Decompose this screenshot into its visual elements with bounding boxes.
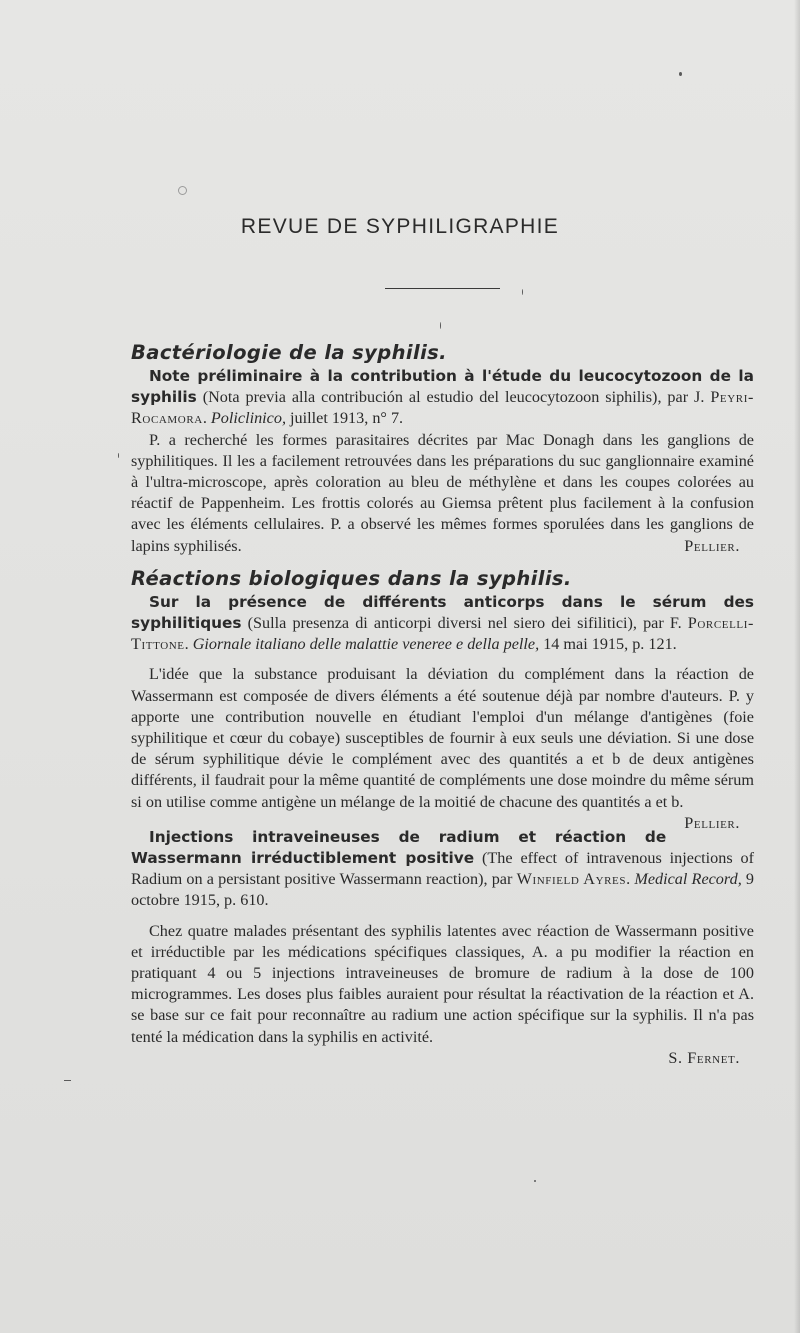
article-signature: S. Fernet. [668, 1048, 740, 1067]
paper-speck [534, 1180, 536, 1182]
paper-speck [679, 72, 682, 76]
journal-name: Policlinico, [210, 409, 286, 428]
article-body [131, 664, 754, 832]
journal-header: REVUE DE SYPHILIGRAPHIE [240, 215, 560, 238]
article-body [131, 430, 754, 557]
header-rule [385, 288, 500, 289]
publication-date: 9 octobre 1915, p. 610. [131, 870, 755, 910]
article-author: Peyri-Rocamora [131, 388, 754, 428]
article-column [131, 340, 754, 1069]
article-body-text: Chez quatre malades présentant des syphilis latentes avec réaction de Wassermann positive et irréductible par les médications spécifiques classiques, A. a pu modifier la réaction en pratiquant 4 ou 5 injections intraveineuses de bromure de radium à la dose de 100 microgrammes. Les doses plus faibles auraient pour résultat la réactivation de la réaction et A. se base sur ce fait pour reconnaître au radium une action spécifique sur la syphilis. Il n'a pas tenté la médication dans la syphilis en activité. [131, 921, 754, 1046]
article-body-text: P. a recherché les formes parasitaires décrites par Mac Donagh dans les ganglions de syphilitiques. Il les a facilement retrouvées dans les préparations du suc ganglionnaire examiné à l'ultra-microscope, après coloration au bleu de méthylène et dans les coupes colorées au réactif de Pappenheim. Les frottis colorés au Giemsa prêtent plus facilement à la confusion avec les éléments cellulaires. P. a observé les mêmes formes sporulées dans les ganglions de lapins syphilisés. [131, 430, 754, 555]
article-citation [131, 366, 754, 430]
article-signature: Pellier. [684, 813, 740, 832]
article-body [131, 921, 754, 1048]
article-title: Injections intraveineuses de radium et réaction de Wassermann irréductiblement positive [131, 827, 667, 868]
article-body-text: L'idée que la substance produisant la déviation du complément dans la réaction de Wassermann est composée de divers éléments a été soutenue déjà par nombre d'auteurs. P. y apporte une contribution nouvelle en étudiant l'emploi d'un mélange d'antigènes (foie syphilitique et cœur du cobaye) susceptibles de fournir à eux seuls une déviation. Si une dose de sérum syphilitique dévie le complément avec des quantités a et b de deux antigènes différents, il faudrait pour la même quantité de compléments une dose moindre du même sérum si on utilise comme antigène un mélange de la moitié de chacune des quantités a et b. [131, 665, 754, 811]
publication-date: 14 mai 1915, p. 121. [539, 635, 677, 654]
journal-name: Medical Record, [634, 870, 742, 889]
publication-date: juillet 1913, n° 7. [286, 409, 404, 428]
page-edge-shadow [794, 0, 800, 1333]
article-citation [131, 592, 754, 656]
article-signature: Pellier. [684, 536, 740, 555]
article-author: Winfield Ayres [516, 870, 627, 889]
paper-speck [118, 453, 119, 458]
section-title: Réactions biologiques dans la syphilis. [131, 566, 572, 590]
paper-speck [178, 186, 187, 195]
section-title: Bactériologie de la syphilis. [131, 341, 447, 364]
article-author: Porcelli-Tittone [131, 614, 754, 654]
citation-separator: . [626, 870, 635, 889]
article-title: Sur la présence de différents anticorps dans le sérum des syphilitiques [131, 592, 754, 633]
paper-speck [522, 289, 523, 295]
article-citation-text: (The effect of intravenous injections of Radium on a persistant positive Wassermann reaction), par [131, 849, 754, 889]
citation-separator: . [184, 635, 193, 654]
journal-name: Giornale italiano delle malattie veneree e della pelle, [192, 635, 540, 654]
article-citation-text: (Nota previa alla contribución al estudio del leucocytozoon siphilis), par J. [196, 388, 711, 407]
article-title: Note préliminaire à la contribution à l'étude du leucocytozoon de la syphilis [131, 367, 754, 407]
article-citation [131, 827, 754, 912]
citation-separator: . [202, 409, 211, 428]
paper-speck [440, 322, 441, 329]
article-citation-text: (Sulla presenza di anticorpi diversi nel siero dei sifilitici), par F. [241, 614, 688, 633]
paper-speck [64, 1080, 71, 1081]
